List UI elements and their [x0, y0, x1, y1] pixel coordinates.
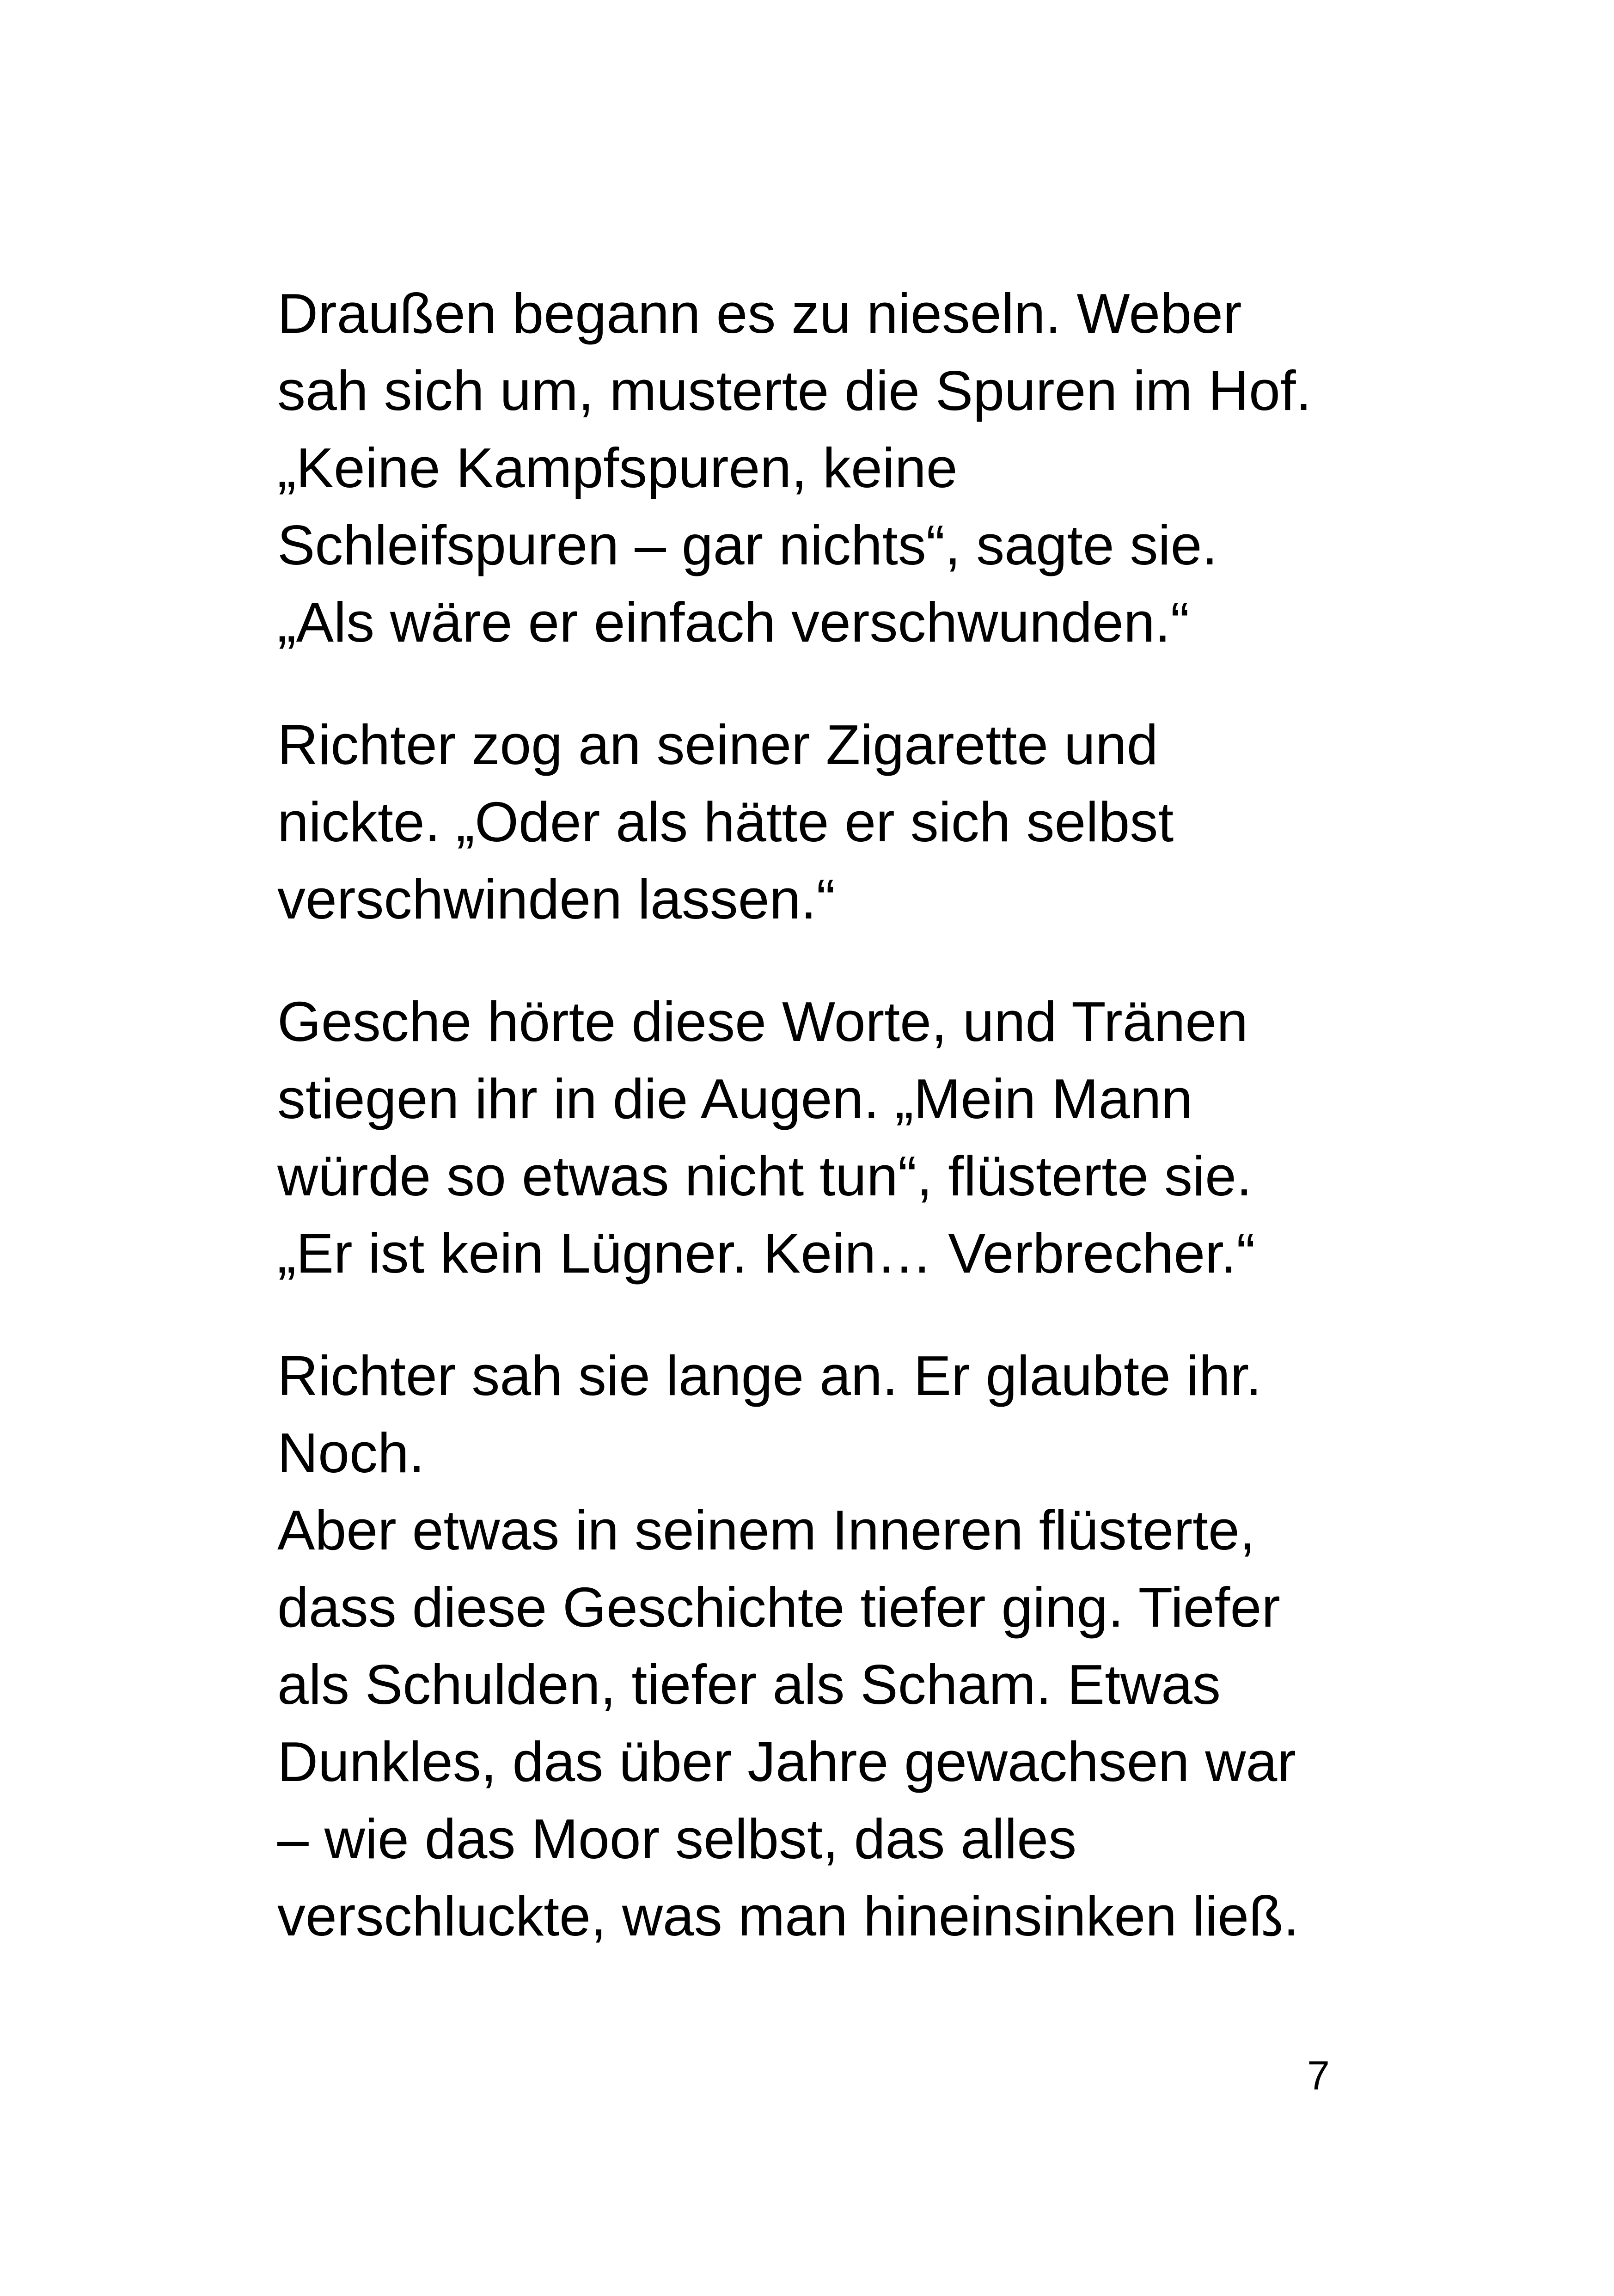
text-line: als Schulden, tiefer als Scham. Etwas: [277, 1653, 1221, 1716]
text-line: Noch.: [277, 1421, 425, 1484]
body-text: [277, 275, 1377, 1955]
text-line: Draußen begann es zu nieseln. Weber: [277, 282, 1242, 345]
text-line: Dunkles, das über Jahre gewachsen war: [277, 1730, 1296, 1793]
text-line: Aber etwas in seinem Inneren flüsterte,: [277, 1499, 1255, 1561]
text-line: nickte. „Oder als hätte er sich selbst: [277, 790, 1174, 853]
page-number: 7: [1307, 2052, 1330, 2098]
paragraph-1: [277, 275, 1377, 661]
paragraph-2: [277, 706, 1377, 938]
text-line: „Als wäre er einfach verschwunden.“: [277, 591, 1190, 654]
text-line: „Er ist kein Lügner. Kein… Verbrecher.“: [277, 1222, 1255, 1285]
paragraph-3: [277, 983, 1377, 1292]
text-line: verschluckte, was man hineinsinken ließ.: [277, 1885, 1299, 1947]
text-line: Richter sah sie lange an. Er glaubte ihr.: [277, 1344, 1262, 1407]
text-line: dass diese Geschichte tiefer ging. Tiefer: [277, 1576, 1281, 1639]
text-line: stiegen ihr in die Augen. „Mein Mann: [277, 1067, 1193, 1130]
text-line: „Keine Kampfspuren, keine: [277, 436, 958, 499]
paragraph-5: [277, 1492, 1377, 1955]
text-line: sah sich um, musterte die Spuren im Hof.: [277, 359, 1312, 422]
text-line: würde so etwas nicht tun“, flüsterte sie.: [277, 1145, 1252, 1207]
text-line: Schleifspuren – gar nichts“, sagte sie.: [277, 514, 1218, 576]
text-line: Gesche hörte diese Worte, und Tränen: [277, 990, 1248, 1053]
paragraph-4: [277, 1337, 1377, 1492]
text-line: Richter zog an seiner Zigarette und: [277, 713, 1158, 776]
text-line: verschwinden lassen.“: [277, 868, 836, 931]
text-line: – wie das Moor selbst, das alles: [277, 1807, 1077, 1870]
